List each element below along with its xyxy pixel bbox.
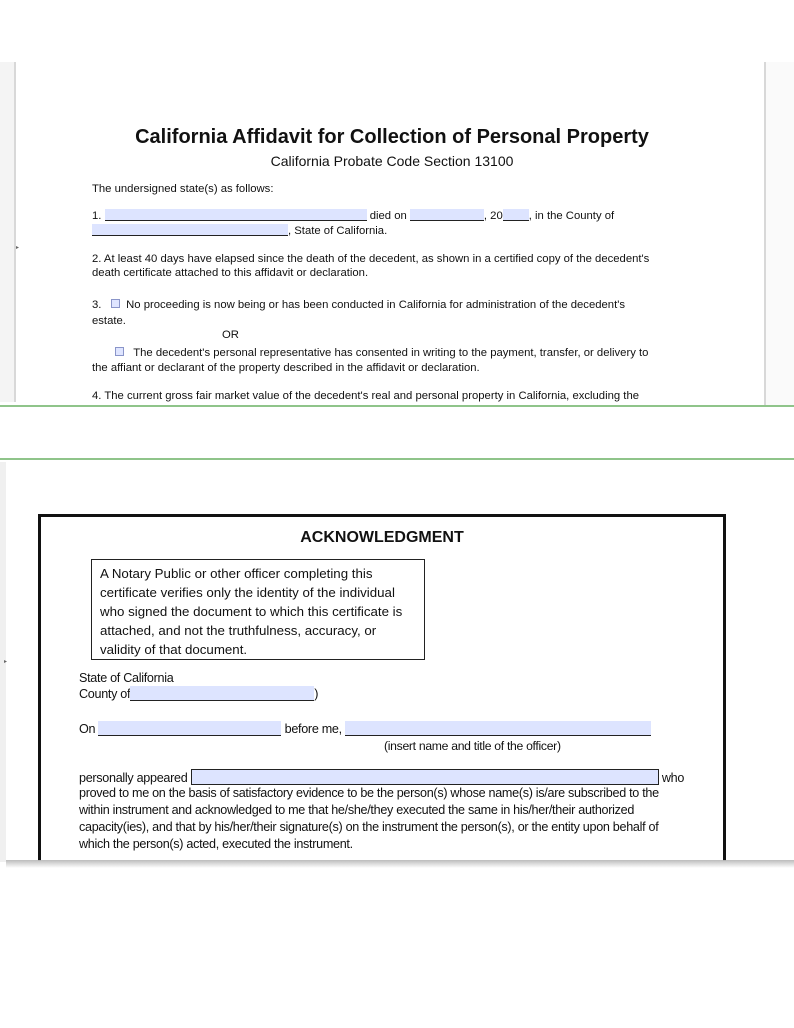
officer-hint: (insert name and title of the officer) <box>384 739 561 753</box>
on-label: On <box>79 722 96 736</box>
item-3-line-1 <box>92 298 625 312</box>
collapse-arrow-icon[interactable]: ▸ <box>4 659 8 665</box>
who-label: who <box>661 771 685 785</box>
county-label: County of <box>79 687 131 701</box>
page-right-margin <box>764 62 794 406</box>
body-line: which the person(s) acted, executed the instrument. <box>79 837 353 851</box>
died-on-label: died on <box>369 210 407 222</box>
item-2-line-1: 2. At least 40 days have elapsed since the death of the decedent, as shown in a certified copy of the decedent's <box>92 253 650 265</box>
page-bottom-shadow <box>6 860 794 868</box>
item-3-line-2: estate. <box>92 315 126 327</box>
before-me-label: before me, <box>284 722 342 736</box>
item-4-line-1: 4. The current gross fair market value of the decedent's real and personal property in California, excluding the <box>92 390 640 402</box>
representative-consent-checkbox[interactable] <box>115 347 124 356</box>
notice-line: attached, and not the truthfulness, accuracy, or <box>100 623 377 638</box>
date-input[interactable] <box>98 721 281 736</box>
item-1-line-2 <box>92 224 387 238</box>
notice-line: certificate verifies only the identity of the individual <box>100 585 395 600</box>
officer-name-input[interactable] <box>345 721 651 736</box>
body-line: within instrument and acknowledged to me that he/she/they executed the same in his/her/their authorized <box>79 803 635 817</box>
option-1-text: No proceeding is now being or has been conducted in California for administration of the decedent's <box>126 299 626 311</box>
county-line <box>79 686 318 703</box>
body-line: capacity(ies), and that by his/her/their signature(s) on the instrument the person(s), or the entity upon behalf of <box>79 820 659 834</box>
signer-names-input[interactable] <box>191 769 659 785</box>
affidavit-page-snippet <box>0 0 794 410</box>
intro-text: The undersigned state(s) as follows: <box>92 183 274 195</box>
page-subtitle: California Probate Code Section 13100 <box>270 153 514 169</box>
decedent-name-field[interactable] <box>105 209 367 221</box>
page-left-margin <box>0 62 16 402</box>
page-divider <box>0 405 794 407</box>
no-proceeding-checkbox[interactable] <box>111 299 120 308</box>
state-label: State of California <box>79 671 174 685</box>
item-1-number: 1. <box>92 210 102 222</box>
or-label: OR <box>222 329 239 341</box>
acknowledgment-page-snippet <box>0 458 794 878</box>
county-close: ) <box>314 687 319 701</box>
date-of-death-field[interactable] <box>410 209 484 221</box>
body-line: proved to me on the basis of satisfactory evidence to be the person(s) whose name(s) is/are subscribed to the <box>79 786 659 800</box>
year-field[interactable] <box>503 209 529 221</box>
notice-line: A Notary Public or other officer completing this <box>100 566 373 581</box>
item-2-line-2: death certificate attached to this affidavit or declaration. <box>92 267 369 279</box>
acknowledgment-box <box>38 514 726 861</box>
state-of-california-label: , State of California. <box>288 225 388 237</box>
item-3-option-2-line-2: the affiant or declarant of the property described in the affidavit or declaration. <box>92 362 480 374</box>
personally-appeared-label: personally appeared <box>79 771 188 785</box>
option-2-text: The decedent's personal representative has consented in writing to the payment, transfer, or delivery to <box>133 347 649 359</box>
item-1-line-1 <box>92 209 614 223</box>
item-3-option-2-line-1 <box>115 346 648 360</box>
notice-line: validity of that document. <box>100 642 248 657</box>
county-field[interactable] <box>92 224 288 236</box>
notice-line: who signed the document to which this certificate is <box>100 604 403 619</box>
on-date-line <box>79 721 651 738</box>
county-input[interactable] <box>130 686 314 701</box>
acknowledgment-title: ACKNOWLEDGMENT <box>300 529 464 546</box>
page-divider <box>0 458 794 460</box>
item-3-number: 3. <box>92 299 102 311</box>
collapse-arrow-icon[interactable]: ▸ <box>16 245 20 251</box>
year-prefix: , 20 <box>483 210 503 222</box>
county-of-label: , in the County of <box>528 210 615 222</box>
page-title: California Affidavit for Collection of Personal Property <box>135 126 649 148</box>
notary-notice-box <box>91 559 425 660</box>
